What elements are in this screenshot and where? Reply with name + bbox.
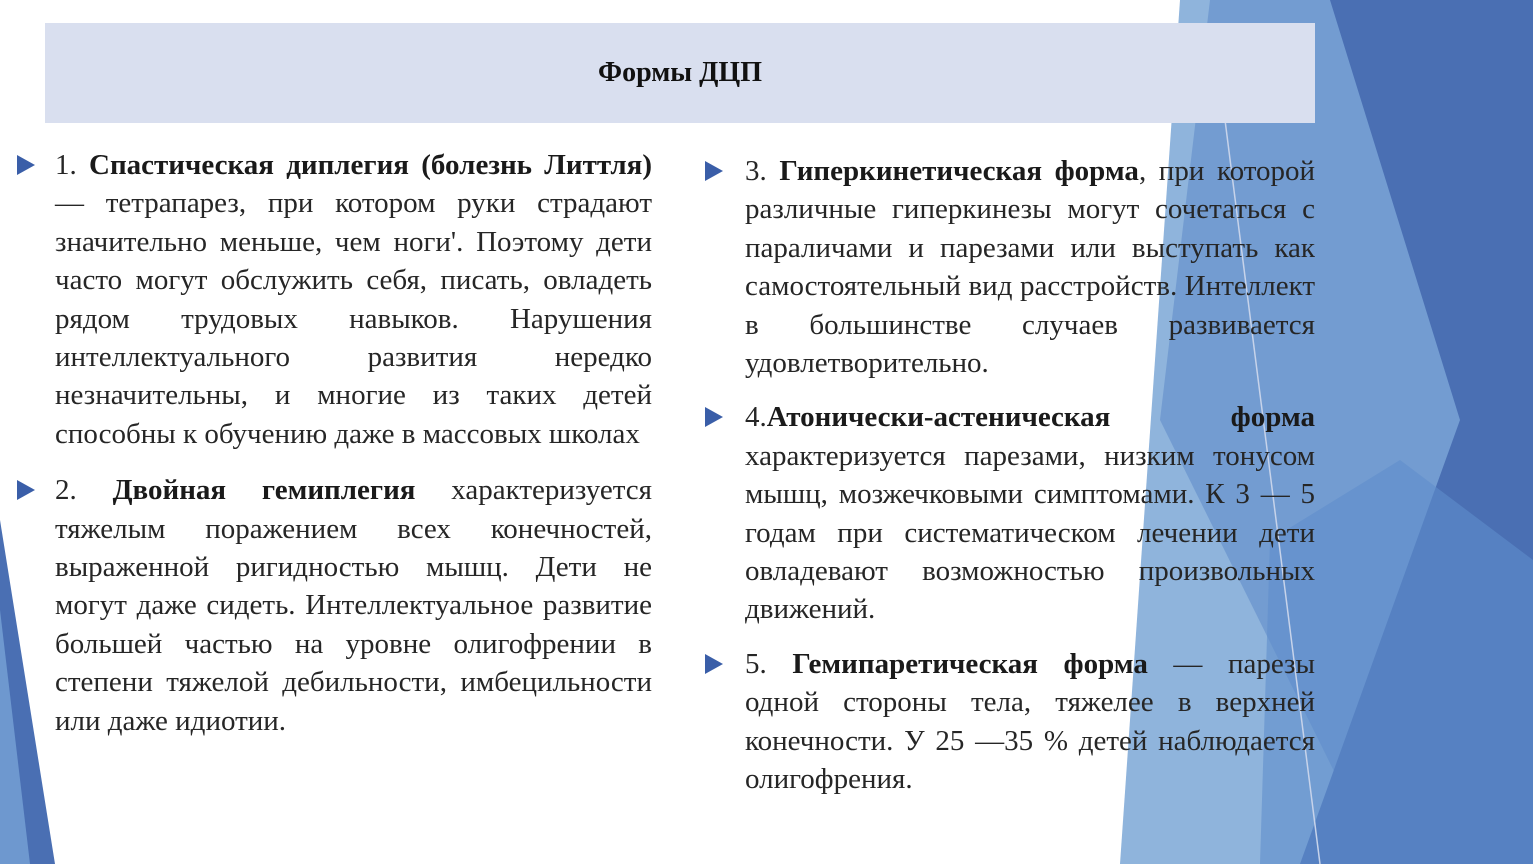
bullet-arrow-icon [705, 407, 723, 427]
item-text [745, 398, 1315, 628]
item-body: — парезы одной стороны тела, тяжелее в верхней конечности. У 25 —35 % детей наблюдается олигофрения. [745, 647, 1315, 796]
list-item [700, 398, 1315, 628]
item-number: 4. [745, 401, 767, 434]
item-heading: Двойная гемиплегия [112, 474, 416, 507]
list-item [10, 146, 652, 453]
item-body: характеризуется тяжелым поражением всех конечностей, выраженной ригидностью мышц. Дети не могут даже сидеть. Интеллектуальное развитие большей частью на уровне олигофрении в степени тяжелой дебильности, имбецильности или даже идиотии. [55, 474, 652, 737]
bullet-arrow-icon [17, 480, 35, 500]
item-number: 2. [55, 474, 77, 507]
list-item [10, 471, 652, 740]
slide-title: Формы ДЦП [598, 57, 762, 88]
item-body: характеризуется парезами, низким тонусом мышц, мозжечковыми симптомами. К 3 — 5 годам при систематическом лечении дети овладевают возможностью произвольных движений. [745, 439, 1315, 626]
item-number: 3. [745, 155, 767, 187]
bullet-arrow-icon [705, 654, 723, 674]
item-text [55, 146, 652, 453]
item-text [55, 471, 652, 740]
bullet-arrow-icon [17, 155, 35, 175]
item-number: 1. [55, 149, 77, 181]
bullet-arrow-icon [705, 161, 723, 181]
item-heading: Спастическая диплегия (болезнь Литтля) [89, 149, 652, 181]
item-heading: Гемипаретическая форма [792, 647, 1148, 680]
item-text [745, 152, 1315, 382]
item-number: 5. [745, 647, 767, 680]
item-heading: Атонически-астеническая форма [766, 401, 1315, 434]
item-body: , при которой различные гиперкинезы могут сочетаться с параличами и парезами или выступать как самостоятельный вид расстройств. Интеллект в большинстве случаев развивается удовлетворительно. [745, 155, 1315, 380]
list-item [700, 152, 1315, 382]
list-item [700, 645, 1315, 799]
right-column [700, 152, 1315, 815]
item-text [745, 645, 1315, 799]
title-bar [45, 23, 1315, 123]
left-column [10, 146, 652, 758]
item-heading: Гиперкинетическая форма [779, 155, 1139, 187]
item-body: — тетрапарез, при котором руки страдают значительно меньше, чем ноги'. Поэтому дети часто могут обслужить себя, писать, овладеть рядом трудовых навыков. Нарушения интеллектуального развития нередко незначительны, и многие из таких детей способны к обучению даже в массовых школах [55, 187, 652, 450]
